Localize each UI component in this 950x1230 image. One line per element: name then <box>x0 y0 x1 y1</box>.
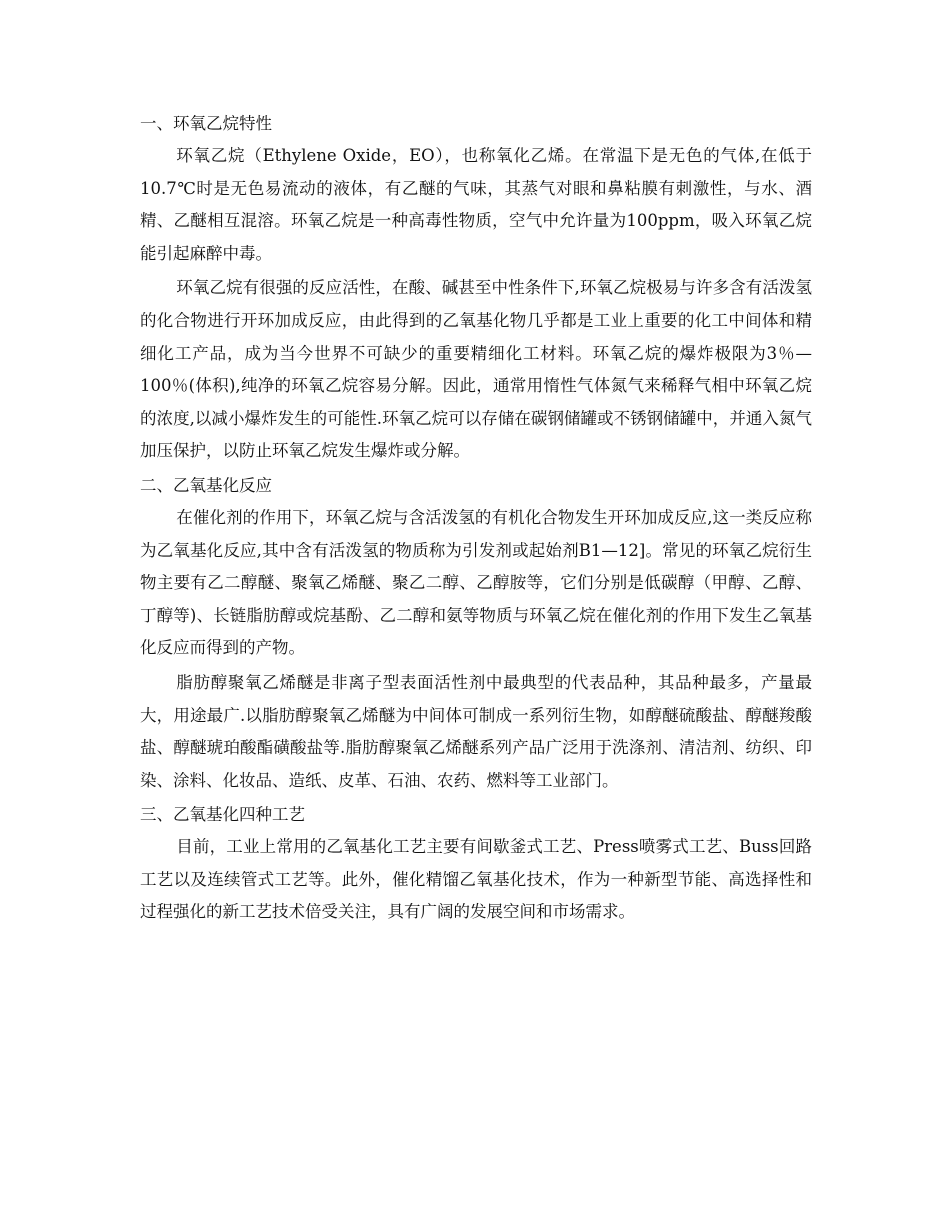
section-heading-four-processes: 三、乙氧基化四种工艺 <box>140 805 305 825</box>
section-heading-ethoxylation-reaction: 二、乙氧基化反应 <box>140 475 272 495</box>
section-heading-ethylene-oxide-properties: 一、环氧乙烷特性 <box>140 114 272 133</box>
paragraph: 脂肪醇聚氧乙烯醚是非离子型表面活性剂中最典型的代表品种，其品种最多，产量最大，用途最广.以脂肪醇聚氧乙烯醚为中间体可制成一系列衍生物，如醇醚硫酸盐、醇醚羧酸盐、醇醚琥珀酸酯磺酸盐等.脂肪醇聚氧乙烯醚系列产品广泛用于洗涤剂、清洁剂、纺织、印染、涂料、化妆品、造纸、皮革、石油、农药、燃料等工业部门。 <box>140 672 812 790</box>
document-body <box>140 108 812 931</box>
paragraph: 目前，工业上常用的乙氧基化工艺主要有间歇釜式工艺、Press喷雾式工艺、Buss回路工艺以及连续管式工艺等。此外，催化精馏乙氧基化技术，作为一种新型节能、高选择性和过程强化的新工艺技术倍受关注，具有广阔的发展空间和市场需求。 <box>140 837 812 922</box>
paragraph: 在催化剂的作用下，环氧乙烷与含活泼氢的有机化合物发生开环加成反应,这一类反应称为乙氧基化反应,其中含有活泼氢的物质称为引发剂或起始剂B1—12]。常见的环氧乙烷衍生物主要有乙二醇醚、聚氧乙烯醚、聚乙二醇、乙醇胺等，它们分别是低碳醇（甲醇、乙醇、丁醇等)、长链脂肪醇或烷基酚、乙二醇和氨等物质与环氧乙烷在催化剂的作用下发生乙氧基化反应而得到的产物。 <box>140 507 812 658</box>
paragraph: 环氧乙烷有很强的反应活性，在酸、碱甚至中性条件下,环氧乙烷极易与许多含有活泼氢的化合物进行开环加成反应，由此得到的乙氧基化物几乎都是工业上重要的化工中间体和精细化工产品，成为当今世界不可缺少的重要精细化工材料。环氧乙烷的爆炸极限为3％—100％(体积),纯净的环氧乙烷容易分解。因此，通常用惰性气体氮气来稀释气相中环氧乙烷的浓度,以减小爆炸发生的可能性.环氧乙烷可以存储在碳钢储罐或不锈钢储罐中，并通入氮气加压保护，以防止环氧乙烷发生爆炸或分解。 <box>140 278 812 461</box>
paragraph: 环氧乙烷（Ethylene Oxide，EO），也称氧化乙烯。在常温下是无色的气体,在低于10.7℃时是无色易流动的液体，有乙醚的气味，其蒸气对眼和鼻粘膜有刺激性，与水、酒精、乙醚相互混溶。环氧乙烷是一种高毒性物质，空气中允许量为100ppm，吸入环氧乙烷能引起麻醉中毒。 <box>140 146 812 263</box>
